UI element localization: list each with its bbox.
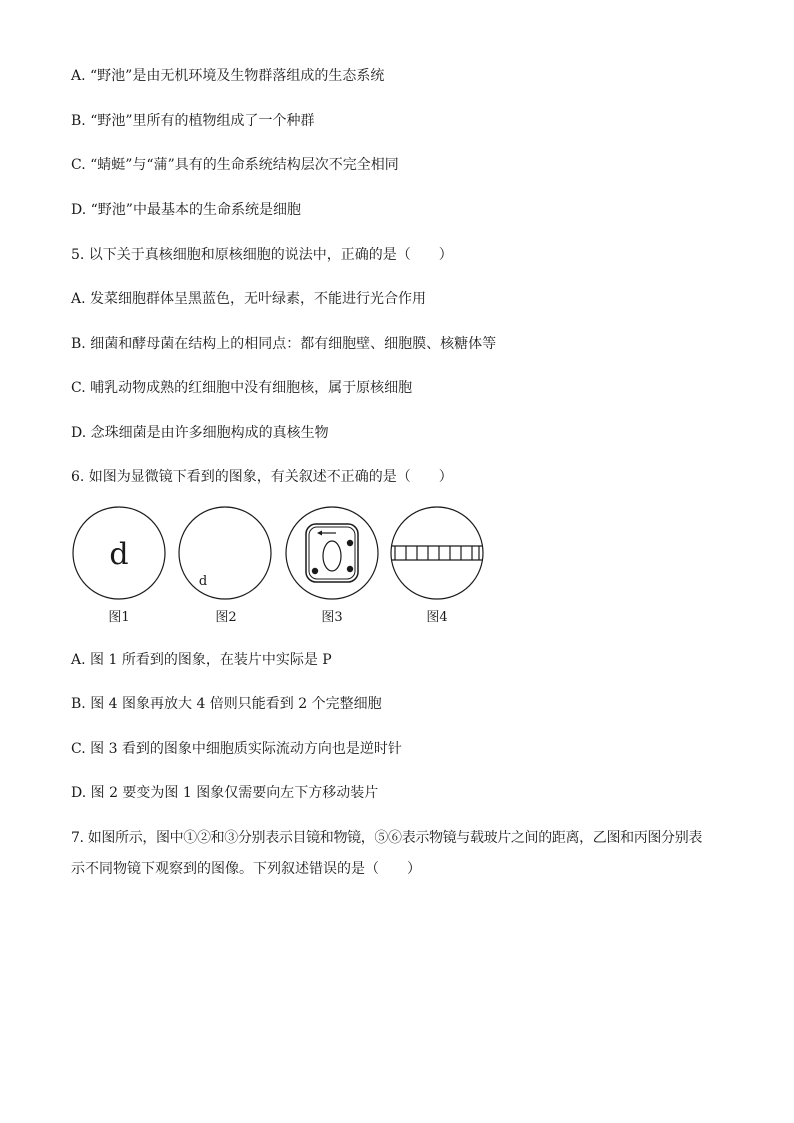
figure-4-caption: 图4 (426, 610, 448, 625)
figure-2-field (178, 506, 274, 602)
arrow-left-icon (317, 531, 336, 536)
figure-3 (284, 506, 380, 631)
figure-4-field (389, 506, 485, 602)
figure-3-field (284, 506, 380, 602)
question-5-option-d: D. 念珠细菌是由许多细胞构成的真核生物 (71, 425, 329, 441)
question-5-option-c: C. 哺乳动物成熟的红细胞中没有细胞核，属于原核细胞 (71, 380, 413, 396)
question-5-option-a: A. 发菜细胞群体呈黑蓝色，无叶绿素，不能进行光合作用 (71, 291, 427, 307)
figure-2 (178, 506, 274, 631)
figure-3-chloroplast (347, 540, 353, 546)
question-6-option-c: C. 图 3 看到的图象中细胞质实际流动方向也是逆时针 (71, 741, 402, 757)
figure-3-caption: 图3 (321, 610, 343, 625)
figure-3-chloroplast (347, 566, 353, 572)
figure-1-caption: 图1 (108, 610, 130, 625)
question-4-option-c: C. “蜻蜓”与“蒲”具有的生命系统结构层次不完全相同 (71, 157, 399, 173)
question-4-option-d: D. “野池”中最基本的生命系统是细胞 (71, 202, 301, 218)
question-5-stem: 5. 以下关于真核细胞和原核细胞的说法中，正确的是（ ） (71, 247, 453, 263)
question-7-stem-line-2: 示不同物镜下观察到的图像。下列叙述错误的是（ ） (71, 861, 421, 877)
figure-4 (389, 506, 485, 631)
figure-1 (71, 506, 167, 631)
question-7-stem-line-1: 7. 如图所示，图中①②和③分别表示目镜和物镜，⑤⑥表示物镜与载玻片之间的距离，乙图和丙图分别表 (71, 830, 703, 846)
microscope-figures (70, 506, 490, 631)
question-6-option-a: A. 图 1 所看到的图象，在装片中实际是 P (71, 652, 332, 668)
figure-1-letter: d (109, 537, 129, 572)
figure-2-caption: 图2 (215, 610, 237, 625)
question-4-option-b: B. “野池”里所有的植物组成了一个种群 (71, 113, 315, 129)
figure-3-chloroplast (312, 568, 318, 574)
question-6-stem: 6. 如图为显微镜下看到的图象，有关叙述不正确的是（ ） (71, 469, 453, 485)
figure-1-field (71, 506, 167, 602)
question-5-option-b: B. 细菌和酵母菌在结构上的相同点：都有细胞壁、细胞膜、核糖体等 (71, 336, 497, 352)
figure-4-cell-row (392, 546, 483, 560)
question-6-option-d: D. 图 2 要变为图 1 图象仅需要向左下方移动装片 (71, 785, 379, 801)
figure-3-vacuole (323, 541, 341, 571)
figure-2-letter: d (198, 574, 208, 589)
question-6-option-b: B. 图 4 图象再放大 4 倍则只能看到 2 个完整细胞 (71, 696, 382, 712)
question-4-option-a: A. “野池”是由无机环境及生物群落组成的生态系统 (71, 68, 385, 84)
